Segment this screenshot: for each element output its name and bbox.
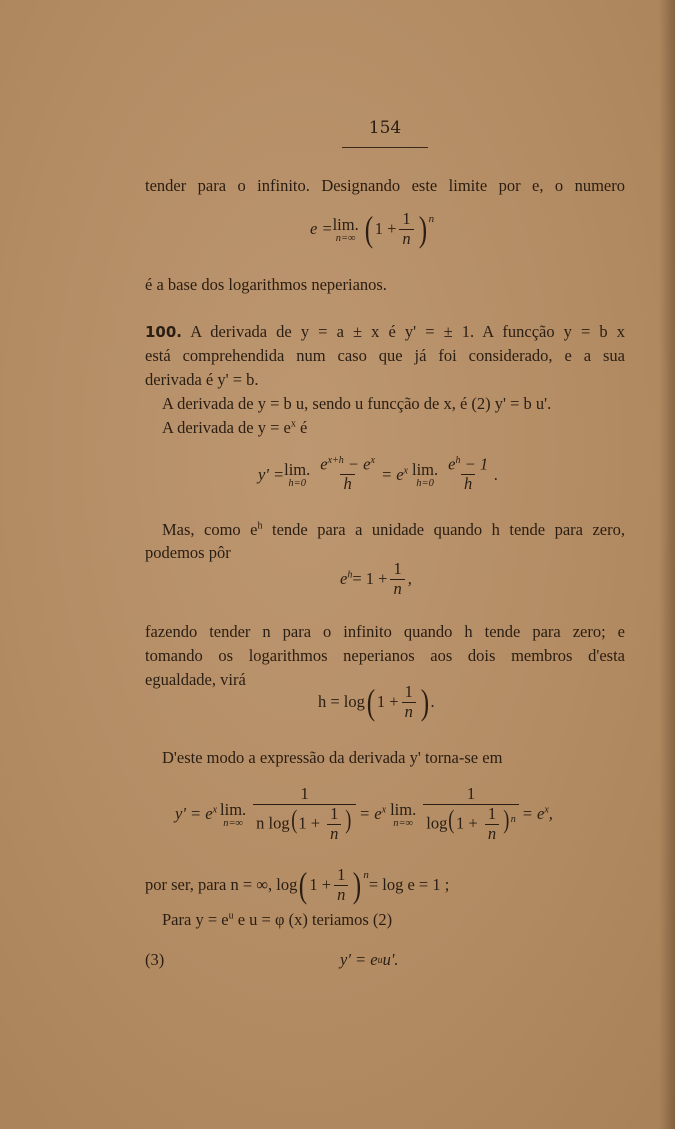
text-line-12: egualdade, virá [145,670,246,689]
text-line-10: fazendo tender n para o infinito quando h tende para zero; e [145,622,625,641]
limit-operator-n: lim. n=∞ [220,799,247,829]
eq-lhs: e = [310,219,333,239]
limit-operator: lim. n=∞ [332,214,359,244]
text-line-4: está comprehendida num caso que já foi considerado, e a sua [145,346,625,365]
equation-final: y' = e u u'. [340,950,399,969]
equation-e-limit: e = lim. n=∞ ( 1 + $\frac{1}{n}$ ) n [310,209,435,250]
text-line-14: por ser, para n = ∞, log ( 1 + $\frac{1}{n}$ ) n = log e = 1 ; [145,865,450,906]
limit-operator-h-2: lim. h=0 [412,460,439,490]
book-spine-shadow [659,0,675,1129]
equation-h-log: h = log ( 1 + $\frac{1}{n}$ ) . [318,682,435,723]
text-line-1: tender para o infinito. Designando este limite por e, o numero [145,176,625,195]
page-number: 154 [368,118,402,138]
equation-derivative-ex: y' = lim. h=0 $\frac{e^{x+h} - e^x}{h}$ = $e^x$ lim. h=0 $\frac{e^h - 1}{h}$ . [258,454,499,494]
equation-number: (3) [145,950,165,969]
fraction-eh-minus-one: $\frac{e^h - 1}{h}$ [448,454,489,494]
fraction-1-over-n-c: $\frac{1}{n}$ [402,683,416,722]
fraction-1-over-n-b: $\frac{1}{n}$ [390,560,404,599]
text-line-15: Para $y = e^u$ e u = φ (x) teriamos (2) [162,910,393,929]
text-line-6: A derivada de y = b u, sendo u funcção de x, é (2) y' = b u'. [162,394,552,413]
fraction-1-over-n: $\frac{1}{n}$ [399,210,413,249]
fraction-one-over-nlog: 1 n log(1 + $\frac{1}{n}$ ) [253,785,356,844]
text-line-8: Mas, como $e^h$ tende para a unidade quando h tende para zero, [162,520,625,539]
text-line-5: derivada é y' = b. [145,370,259,389]
text-line-11: tomando os logarithmos neperianos aos dois membros d'esta [145,646,625,665]
limit-operator-n-2: lim. n=∞ [390,799,417,829]
limit-operator-h: lim. h=0 [284,460,311,490]
text-line-13: D'este modo a expressão da derivada y' torna-se em [162,748,503,767]
fraction-one-over-log-pow: 1 log(1 + $\frac{1}{n}$ )$^n$ [423,785,519,844]
text-line-7: A derivada de $y = e^x$ é [162,418,308,437]
text-line-3: 100. A derivada de y = a ± x é y' = ± 1. A funcção y = b x [145,322,625,341]
equation-derivative-final: $y' = e^x$ lim. n=∞ 1 n log(1 + $\frac{1}{n}$ ) = $e^x$ lim. n=∞ 1 log(1 + $\frac{1}{n}$ )$^n$ = $e^x$, [175,784,553,843]
text-line-2: é a base dos logarithmos neperianos. [145,275,387,294]
fraction-difference-quotient: $\frac{e^{x+h} - e^x}{h}$ [320,454,375,494]
header-rule [342,147,428,148]
equation-eh: $e^h$ = 1 + $\frac{1}{n}$ , [340,559,412,598]
section-number: 100. [145,323,183,341]
text-line-9: podemos pôr [145,543,231,562]
